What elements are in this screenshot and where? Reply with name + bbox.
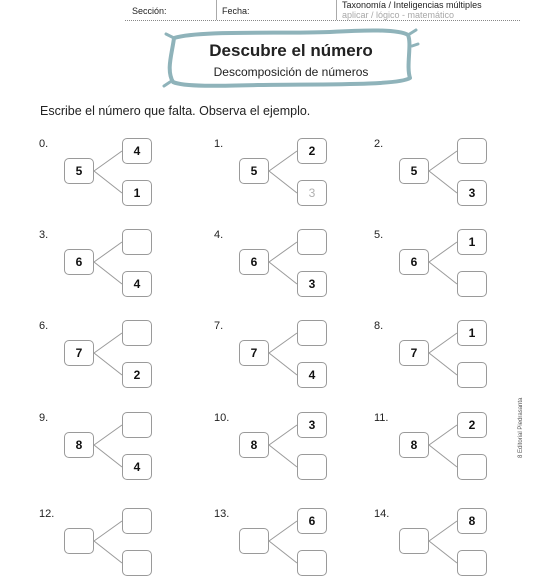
whole-number-box: 7	[399, 340, 429, 366]
problem-item	[374, 138, 507, 210]
part-top-box: 1	[457, 320, 487, 346]
whole-number-box: 6	[239, 249, 269, 275]
part-top-box: 3	[297, 412, 327, 438]
part-bottom-box: 4	[297, 362, 327, 388]
page-title: Descubre el número	[209, 41, 373, 60]
problem-number: 0.	[39, 138, 49, 150]
instructions: Escribe el número que falta. Observa el ejemplo.	[40, 104, 311, 118]
part-bottom-box: 2	[122, 362, 152, 388]
whole-number-box: 6	[64, 249, 94, 275]
part-bottom-box: 4	[122, 271, 152, 297]
whole-number-box: 8	[64, 432, 94, 458]
problem-item	[374, 508, 507, 580]
header-divider	[336, 0, 337, 20]
whole-number-box: 7	[239, 340, 269, 366]
whole-number-box: 8	[239, 432, 269, 458]
problem-item	[39, 138, 172, 210]
part-top-box[interactable]	[297, 229, 327, 255]
problem-item	[374, 412, 507, 484]
branch-lines	[429, 138, 459, 208]
problem-number: 12.	[39, 508, 55, 520]
publisher-note: 8 Editorial Piedrasanta	[518, 397, 524, 458]
part-bottom-box[interactable]	[297, 454, 327, 480]
problem-number: 4.	[214, 229, 224, 241]
problem-number: 8.	[374, 320, 384, 332]
taxonomia-label: Taxonomía / Inteligencias múltiples	[342, 0, 482, 10]
problem-number: 13.	[214, 508, 230, 520]
part-top-box[interactable]	[297, 320, 327, 346]
problem-number: 3.	[39, 229, 49, 241]
branch-lines	[269, 320, 299, 390]
whole-number-box[interactable]	[64, 528, 94, 554]
problem-item	[214, 508, 347, 580]
whole-number-box: 6	[399, 249, 429, 275]
taxonomia-subline: aplicar / lógico - matemático	[342, 10, 455, 20]
branch-lines	[94, 138, 124, 208]
problem-number: 11.	[374, 412, 389, 424]
problem-number: 7.	[214, 320, 224, 332]
part-top-box[interactable]	[122, 229, 152, 255]
part-bottom-box[interactable]	[457, 271, 487, 297]
part-bottom-box[interactable]	[457, 550, 487, 576]
problem-item	[374, 229, 507, 301]
problem-number: 6.	[39, 320, 49, 332]
branch-lines	[94, 412, 124, 482]
problem-number: 1.	[214, 138, 224, 150]
whole-number-box[interactable]	[239, 528, 269, 554]
problem-number: 2.	[374, 138, 384, 150]
problem-item	[214, 412, 347, 484]
problem-item	[374, 320, 507, 392]
whole-number-box[interactable]	[399, 528, 429, 554]
whole-number-box: 5	[239, 158, 269, 184]
part-bottom-box[interactable]	[457, 362, 487, 388]
problem-item	[39, 229, 172, 301]
part-bottom-box[interactable]	[457, 454, 487, 480]
part-top-box[interactable]	[457, 138, 487, 164]
part-bottom-box: 4	[122, 454, 152, 480]
branch-lines	[269, 138, 299, 208]
problem-item	[39, 320, 172, 392]
whole-number-box: 8	[399, 432, 429, 458]
branch-lines	[269, 508, 299, 578]
header-underline	[125, 20, 520, 21]
fecha-label: Fecha:	[222, 6, 250, 16]
branch-lines	[269, 412, 299, 482]
whole-number-box: 5	[399, 158, 429, 184]
whole-number-box: 5	[64, 158, 94, 184]
problem-item	[39, 508, 172, 580]
header-divider	[216, 0, 217, 20]
part-bottom-box: 3	[297, 180, 327, 206]
page-subtitle: Descomposición de números	[213, 65, 369, 79]
part-bottom-box[interactable]	[297, 550, 327, 576]
problem-item	[214, 320, 347, 392]
part-top-box: 4	[122, 138, 152, 164]
part-top-box: 1	[457, 229, 487, 255]
branch-lines	[429, 412, 459, 482]
part-bottom-box: 3	[297, 271, 327, 297]
branch-lines	[269, 229, 299, 299]
part-bottom-box[interactable]	[122, 550, 152, 576]
whole-number-box: 7	[64, 340, 94, 366]
branch-lines	[94, 229, 124, 299]
problem-item	[214, 229, 347, 301]
part-bottom-box: 1	[122, 180, 152, 206]
problem-item	[214, 138, 347, 210]
problem-item	[39, 412, 172, 484]
branch-lines	[429, 320, 459, 390]
branch-lines	[429, 508, 459, 578]
problem-number: 5.	[374, 229, 384, 241]
part-top-box[interactable]	[122, 320, 152, 346]
part-top-box: 2	[297, 138, 327, 164]
part-top-box: 2	[457, 412, 487, 438]
problem-number: 14.	[374, 508, 390, 520]
branch-lines	[94, 320, 124, 390]
part-top-box[interactable]	[122, 412, 152, 438]
problem-number: 10.	[214, 412, 230, 424]
problem-number: 9.	[39, 412, 49, 424]
part-top-box: 6	[297, 508, 327, 534]
branch-lines	[94, 508, 124, 578]
part-bottom-box: 3	[457, 180, 487, 206]
branch-lines	[429, 229, 459, 299]
seccion-label: Sección:	[132, 6, 167, 16]
part-top-box[interactable]	[122, 508, 152, 534]
part-top-box: 8	[457, 508, 487, 534]
